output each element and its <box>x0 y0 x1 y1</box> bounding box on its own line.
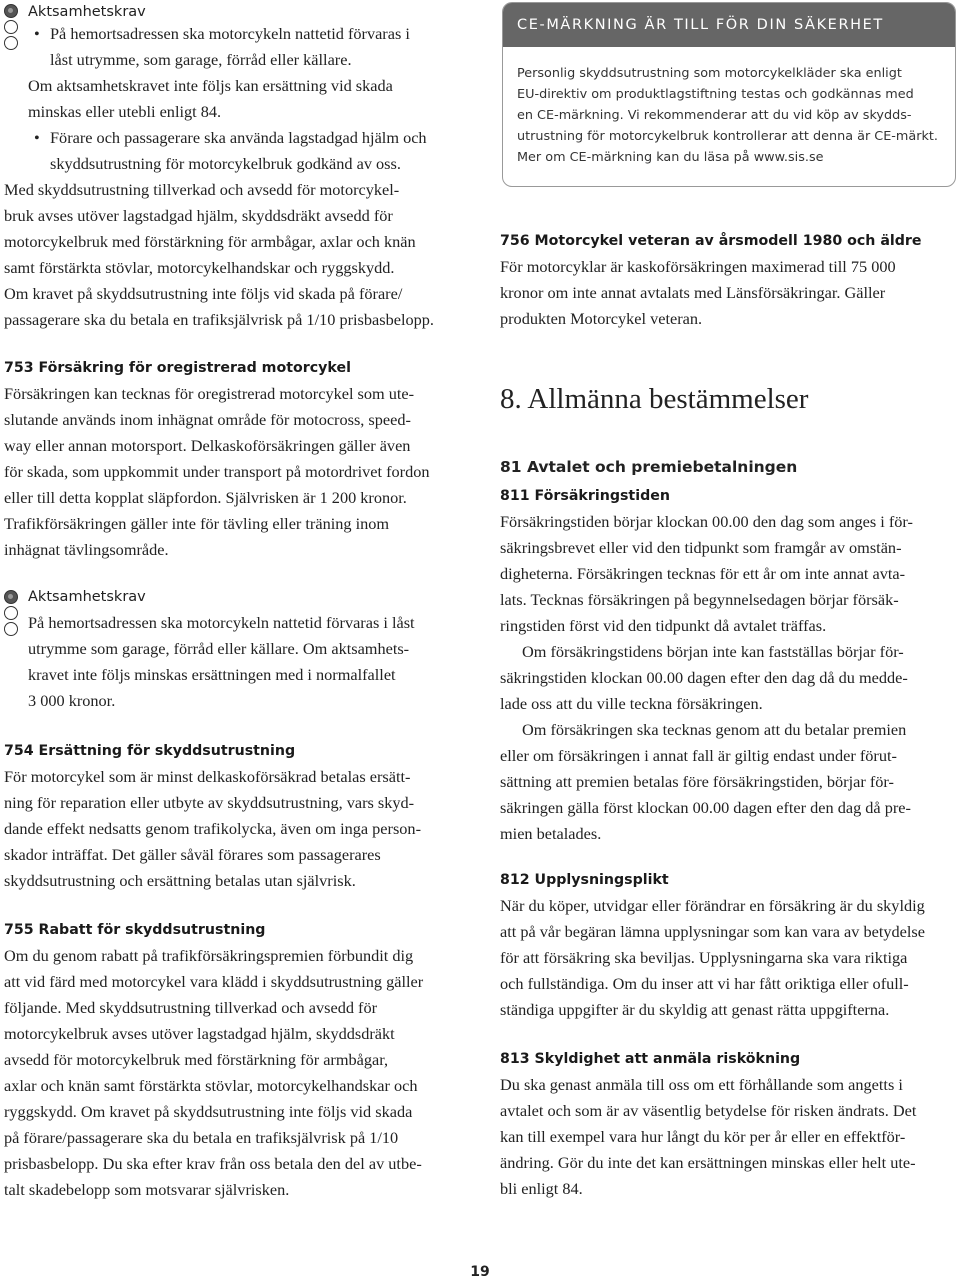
section-754 <box>4 738 474 894</box>
aktsamhetskrav-heading-1: Aktsamhetskrav <box>28 4 146 20</box>
aktsamhetskrav-heading-2: Aktsamhetskrav <box>28 589 146 605</box>
section-text: Du ska genast anmäla till oss om ett förhållande som angetts i avtalet och som är av väsentlig betydelse för risken ändrats. Det kan till exempel vara hur långt du kör per år eller en effektför- ändring. Gör du inte det kan ersättningen minskas eller helt ute- bli enligt 84. <box>500 1075 917 1198</box>
section-813 <box>500 1046 960 1202</box>
section-811 <box>500 483 960 847</box>
section-755 <box>4 917 474 1203</box>
section-heading: 811 Försäkringstiden <box>500 488 670 504</box>
section-753 <box>4 355 474 563</box>
top-left-text <box>28 21 468 177</box>
aktsamhetskrav-block-2 <box>28 585 468 714</box>
section-text: Försäkringen kan tecknas för oregistrerad motorcykel som ute- slutande används inom inhägnat område för motocross, speed- way eller annan motorsport. Delkaskoförsäkringen gäller även för skada, som uppkommit under transport på motordrivet fordon eller till detta kopplat släpfordon. Självrisken är 1 200 kronor. Trafikförsäkringen gäller inte för tävling eller träning inom inhägnat tävlingsområde. <box>4 384 430 559</box>
section-heading: 753 Försäkring för oregistrerad motorcykel <box>4 360 351 376</box>
chapter-title: 8. Allmänna bestämmelser <box>500 383 809 415</box>
section-81-heading: 81 Avtalet och premiebetalningen <box>500 458 798 476</box>
section-heading: 812 Upplysningsplikt <box>500 872 669 888</box>
caution-icon <box>4 4 20 52</box>
section-756 <box>500 228 960 332</box>
section-heading: 754 Ersättning för skyddsutrustning <box>4 743 296 759</box>
section-text: Försäkringstiden börjar klockan 00.00 den dag som anges i för- säkringsbrevet eller vid den tidpunkt som framgår av omstän- digheterna. Försäkringen tecknas för ett år om inte annat avta- lats. Tecknas försäkringen på begynnelsedagen börjar försäk- ringstiden först vid den tidpunkt då avtalet träffas. Om försäkringstidens början inte kan fastställas börjar för- säkringstiden klockan 00.00 dagen efter den dag då du medde- lade oss att du ville teckna försäkringen. Om försäkringen ska tecknas genom att du betalar premien eller om försäkringen i annat fall är giltig endast under förut- sättning att premien betalas före försäkringstiden, börjar för- säkringen gälla först klockan 00.00 dagen efter den dag då pre- mien betalades. <box>500 512 913 843</box>
bullet-item-2: • Förare och passagerare ska använda lagstadgad hjälm och skyddsutrustning för motorcykelbruk godkänd av oss. <box>34 128 427 173</box>
section-heading: 756 Motorcykel veteran av årsmodell 1980 och äldre <box>500 233 922 249</box>
section-text: På hemortsadressen ska motorcykeln nattetid förvaras i låst utrymme som garage, förråd eller källare. Om aktsamhets- kravet inte följs minskas ersättningen med i normalfallet 3 000 kronor. <box>28 613 415 710</box>
section-text: När du köper, utvidgar eller förändrar en försäkring är du skyldig att på vår begäran lämna upplysningar som kan vara av betydelse för att försäkring ska beviljas. Upplysningarna ska vara riktiga och fullständiga. Om du inser att vi har fått oriktiga eller ofull- ständiga uppgifter är du skyldig att genast rätta uppgifterna. <box>500 896 925 1019</box>
ce-box-title: CE-MÄRKNING ÄR TILL FÖR DIN SÄKERHET <box>503 3 955 47</box>
page-number: 19 <box>470 1264 490 1280</box>
ce-info-box <box>502 2 956 187</box>
ce-box-body: Personlig skyddsutrustning som motorcykelkläder ska enligt EU-direktiv om produktlagstiftning testas och godkännas med en CE-märkning. Vi rekommenderar att du vid köp av skydds- utrustning för motorcykelbruk kontrollerar att denna är CE-märkt. Mer om CE-märkning kan du läsa på www.sis.se <box>517 66 938 165</box>
section-812 <box>500 867 960 1023</box>
bullet-item-1: • På hemortsadressen ska motorcykeln nattetid förvaras i låst utrymme, som garage, förråd eller källare. <box>34 24 410 69</box>
section-heading: 813 Skyldighet att anmäla riskökning <box>500 1051 801 1067</box>
section-text: För motorcykel som är minst delkaskoförsäkrad betalas ersätt- ning för reparation eller utbyte av skyddsutrustning, vars skyd- dande effekt nedsatts genom trafikolycka, även om inga person- skador inträffat. Det gäller såväl förares som passagerares skyddsutrustning och ersättning betalas utan självrisk. <box>4 767 421 890</box>
top-left-text-2: Med skyddsutrustning tillverkad och avsedd för motorcykel- bruk avses utöver lagstadgad hjälm, skyddsdräkt avsedd för motorcykelbruk med förstärkning för armbågar, axlar och knän samt förstärkta stövlar, motorcykelhandskar och ryggskydd. Om kravet på skyddsutrustning inte följs vid skada på förare/ passagerare ska du betala en trafiksjälvrisk på 1/10 prisbasbelopp. <box>4 180 434 329</box>
caution-icon <box>4 590 20 638</box>
paragraph: Om aktsamhetskravet inte följs kan ersättning vid skada minskas eller utebli enligt 84. <box>28 76 393 121</box>
section-text: För motorcyklar är kaskoförsäkringen maximerad till 75 000 kronor om inte annat avtalats med Länsförsäkringar. Gäller produkten Motorcykel veteran. <box>500 257 896 328</box>
section-heading: 755 Rabatt för skyddsutrustning <box>4 922 266 938</box>
section-text: Om du genom rabatt på trafikförsäkringspremien förbundit dig att vid färd med motorcykel vara klädd i skyddsutrustning gäller följande. Med skyddsutrustning tillverkad och avsedd för motorcykelbruk avses utöver lagstadgad hjälm, skyddsdräkt avsedd för motorcykelbruk med förstärkning för armbågar, axlar och knän samt förstärkta stövlar, motorcykelhandskar och ryggskydd. Om kravet på skyddsutrustning inte följs vid skada på förare/passagerare ska du betala en trafiksjälvrisk på 1/10 prisbasbelopp. Du ska efter krav från oss betala den del av utbe- talt skadebelopp som motsvarar självrisken. <box>4 946 424 1199</box>
